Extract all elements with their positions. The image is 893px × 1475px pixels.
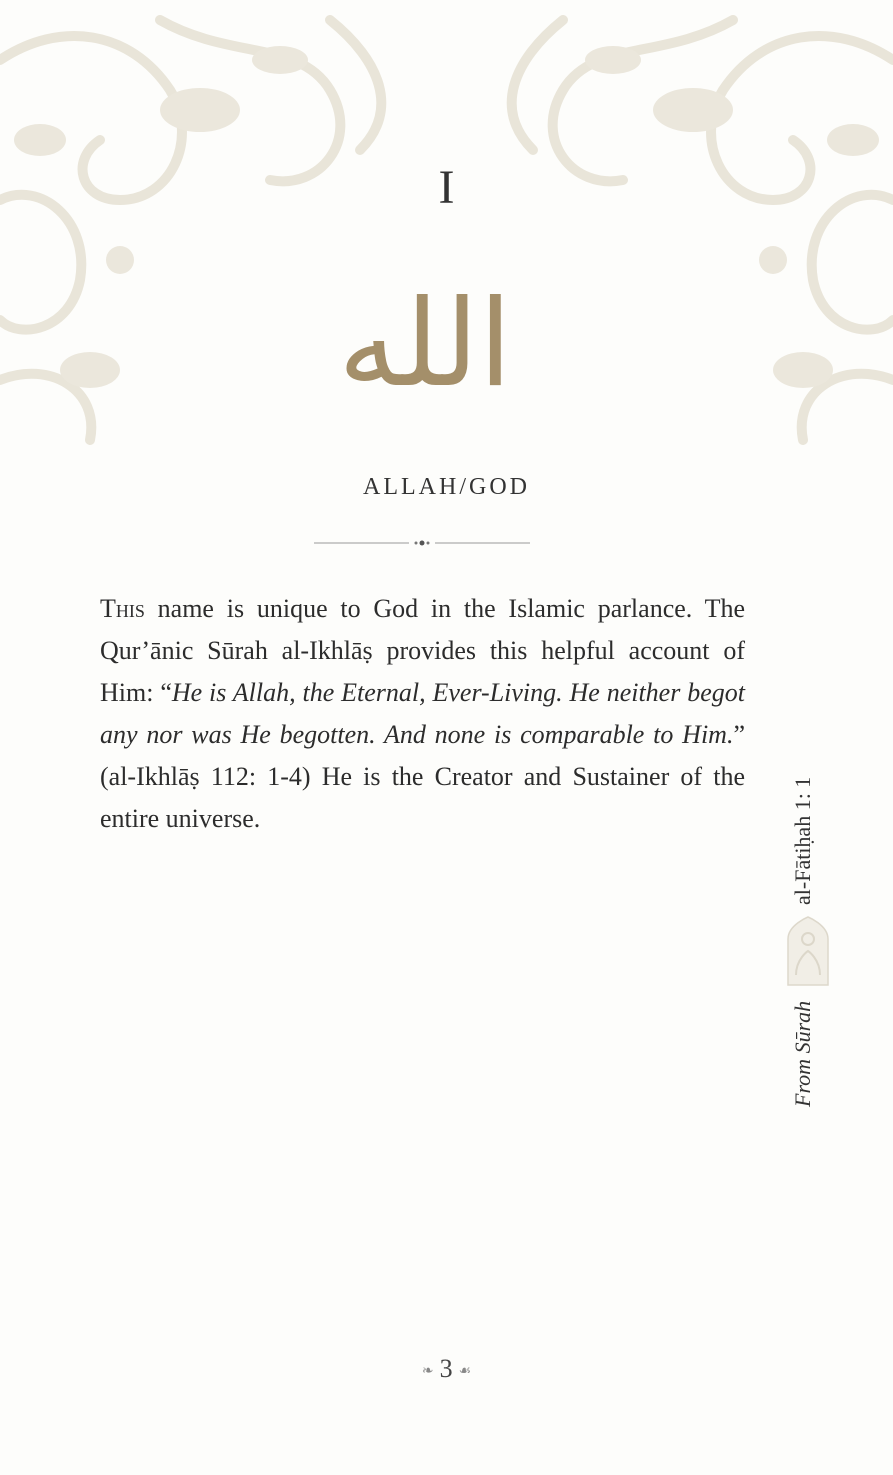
body-paragraph (100, 588, 745, 840)
body-text-part-2: ” (al-Ikhlāṣ 112: 1-4) He is the Creator and Sustainer of the entire universe. (100, 720, 745, 833)
right-ornament-icon: ☙ (458, 1363, 472, 1379)
page-number-footer (0, 1354, 893, 1384)
decorative-tile-icon (784, 915, 832, 987)
side-reference (782, 745, 832, 1120)
surah-prefix: From Sūrah (790, 1000, 815, 1107)
divine-name-heading: ALLAH/GOD (363, 474, 530, 500)
left-ornament-icon: ❧ (421, 1363, 434, 1379)
quran-quote: He is Allah, the Eternal, Ever-Living. He neither begot any nor was He begotten. And none is comparable to Him. (100, 678, 745, 749)
allah-calligraphy (320, 245, 530, 445)
arabic-calligraphy-text: الله (338, 275, 512, 414)
ornamental-divider (314, 536, 530, 550)
body-text-part-1: name is unique to God in the Islamic parlance. The Qur’ānic Sūrah al-Ikhlāṣ provides this helpful account of Him: “ (100, 594, 745, 707)
surah-reference: al-Fātiḥah 1: 1 (790, 776, 815, 905)
page-number: 3 (439, 1354, 453, 1383)
chapter-numeral: I (438, 161, 455, 214)
lead-word: This (100, 594, 145, 623)
